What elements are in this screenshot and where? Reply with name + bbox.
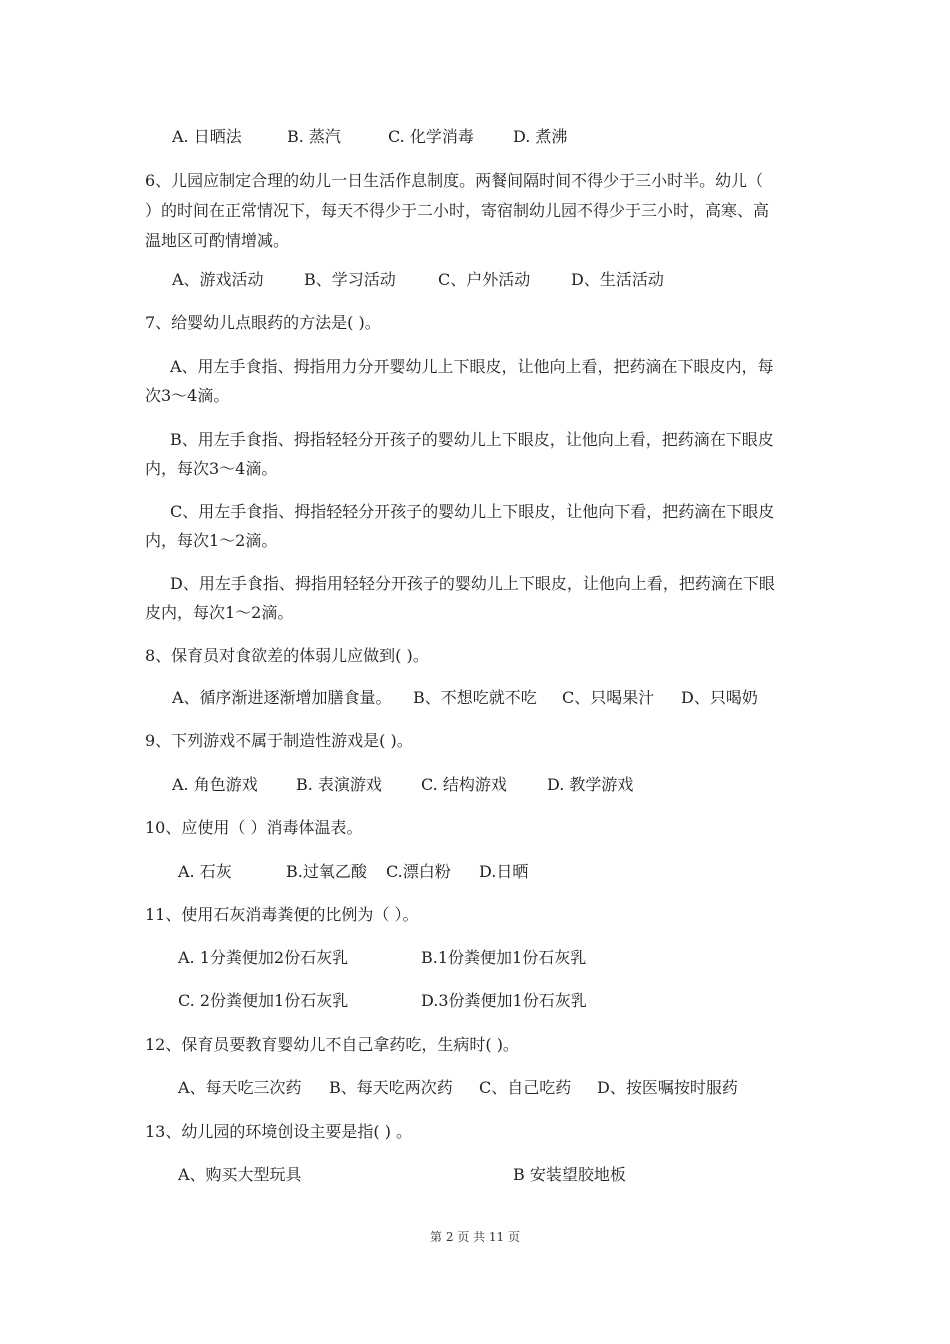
q13-stem: 13、幼儿园的环境创设主要是指( ) 。: [145, 1122, 413, 1141]
q11-stem: 11、使用石灰消毒粪便的比例为（ ）。: [145, 905, 419, 924]
q13-option-a: A、购买大型玩具: [178, 1165, 302, 1184]
q5-option-b: B. 蒸汽: [287, 127, 341, 146]
q6-option-b: B、学习活动: [304, 270, 396, 289]
q12-stem: 12、保育员要教育婴幼儿不自己拿药吃，生病时( )。: [145, 1035, 519, 1054]
q8-option-a: A、循序渐进逐渐增加膳食量。: [172, 688, 392, 707]
page-footer: 第 2 页 共 11 页: [430, 1230, 520, 1244]
q12-option-c: C、自己吃药: [479, 1078, 572, 1097]
q5-option-a: A. 日晒法: [172, 127, 242, 146]
q6-stem-line1: 6、儿园应制定合理的幼儿一日生活作息制度。两餐间隔时间不得少于三小时半。幼儿（: [145, 171, 764, 190]
q7-option-b-line2: 内，每次3～4滴。: [145, 459, 278, 478]
q9-option-b: B. 表演游戏: [296, 775, 382, 794]
q12-option-a: A、每天吃三次药: [178, 1078, 302, 1097]
q8-option-b: B、不想吃就不吃: [413, 688, 537, 707]
q11-option-a: A. 1分粪便加2份石灰乳: [178, 948, 349, 967]
q7-option-d-line2: 皮内，每次1～2滴。: [145, 603, 294, 622]
q12-option-b: B、每天吃两次药: [329, 1078, 453, 1097]
q9-option-d: D. 教学游戏: [547, 775, 634, 794]
q7-option-c-line1: C、用左手食指、拇指轻轻分开孩子的婴幼儿上下眼皮，让他向下看，把药滴在下眼皮: [170, 502, 775, 521]
q5-option-c: C. 化学消毒: [388, 127, 474, 146]
q7-stem: 7、给婴幼儿点眼药的方法是( )。: [145, 313, 381, 332]
q10-option-b: B.过氧乙酸: [286, 862, 367, 881]
q10-option-a: A. 石灰: [178, 862, 232, 881]
q10-stem: 10、应使用（ ）消毒体温表。: [145, 818, 363, 837]
q8-option-c: C、只喝果汁: [562, 688, 655, 707]
q9-option-a: A. 角色游戏: [172, 775, 258, 794]
q9-option-c: C. 结构游戏: [421, 775, 507, 794]
q10-option-d: D.日晒: [479, 862, 529, 881]
q7-option-a-line1: A、用左手食指、拇指用力分开婴幼儿上下眼皮，让他向上看，把药滴在下眼皮内，每: [170, 357, 774, 376]
q6-stem-line2: ）的时间在正常情况下，每天不得少于二小时，寄宿制幼儿园不得少于三小时，高寒、高: [145, 201, 770, 220]
q7-option-b-line1: B、用左手食指、拇指轻轻分开孩子的婴幼儿上下眼皮，让他向上看，把药滴在下眼皮: [170, 430, 774, 449]
q9-stem: 9、下列游戏不属于制造性游戏是( )。: [145, 731, 413, 750]
q7-option-a-line2: 次3～4滴。: [145, 386, 230, 405]
q11-option-d: D.3份粪便加1份石灰乳: [421, 991, 587, 1010]
q7-option-c-line2: 内，每次1～2滴。: [145, 531, 278, 550]
q6-option-c: C、户外活动: [438, 270, 531, 289]
q5-option-d: D. 煮沸: [513, 127, 568, 146]
q10-option-c: C.漂白粉: [386, 862, 451, 881]
q11-option-c: C. 2份粪便加1份石灰乳: [178, 991, 349, 1010]
q8-stem: 8、保育员对食欲差的体弱儿应做到( )。: [145, 646, 429, 665]
q7-option-d-line1: D、用左手食指、拇指用轻轻分开孩子的婴幼儿上下眼皮，让他向上看，把药滴在下眼: [170, 574, 775, 593]
q11-option-b: B.1份粪便加1份石灰乳: [421, 948, 587, 967]
q13-option-b: B 安装望胶地板: [513, 1165, 626, 1184]
q6-option-a: A、游戏活动: [172, 270, 264, 289]
q12-option-d: D、按医嘱按时服药: [597, 1078, 738, 1097]
q8-option-d: D、只喝奶: [681, 688, 758, 707]
q6-stem-line3: 温地区可酌情增减。: [145, 231, 290, 250]
q6-option-d: D、生活活动: [571, 270, 664, 289]
